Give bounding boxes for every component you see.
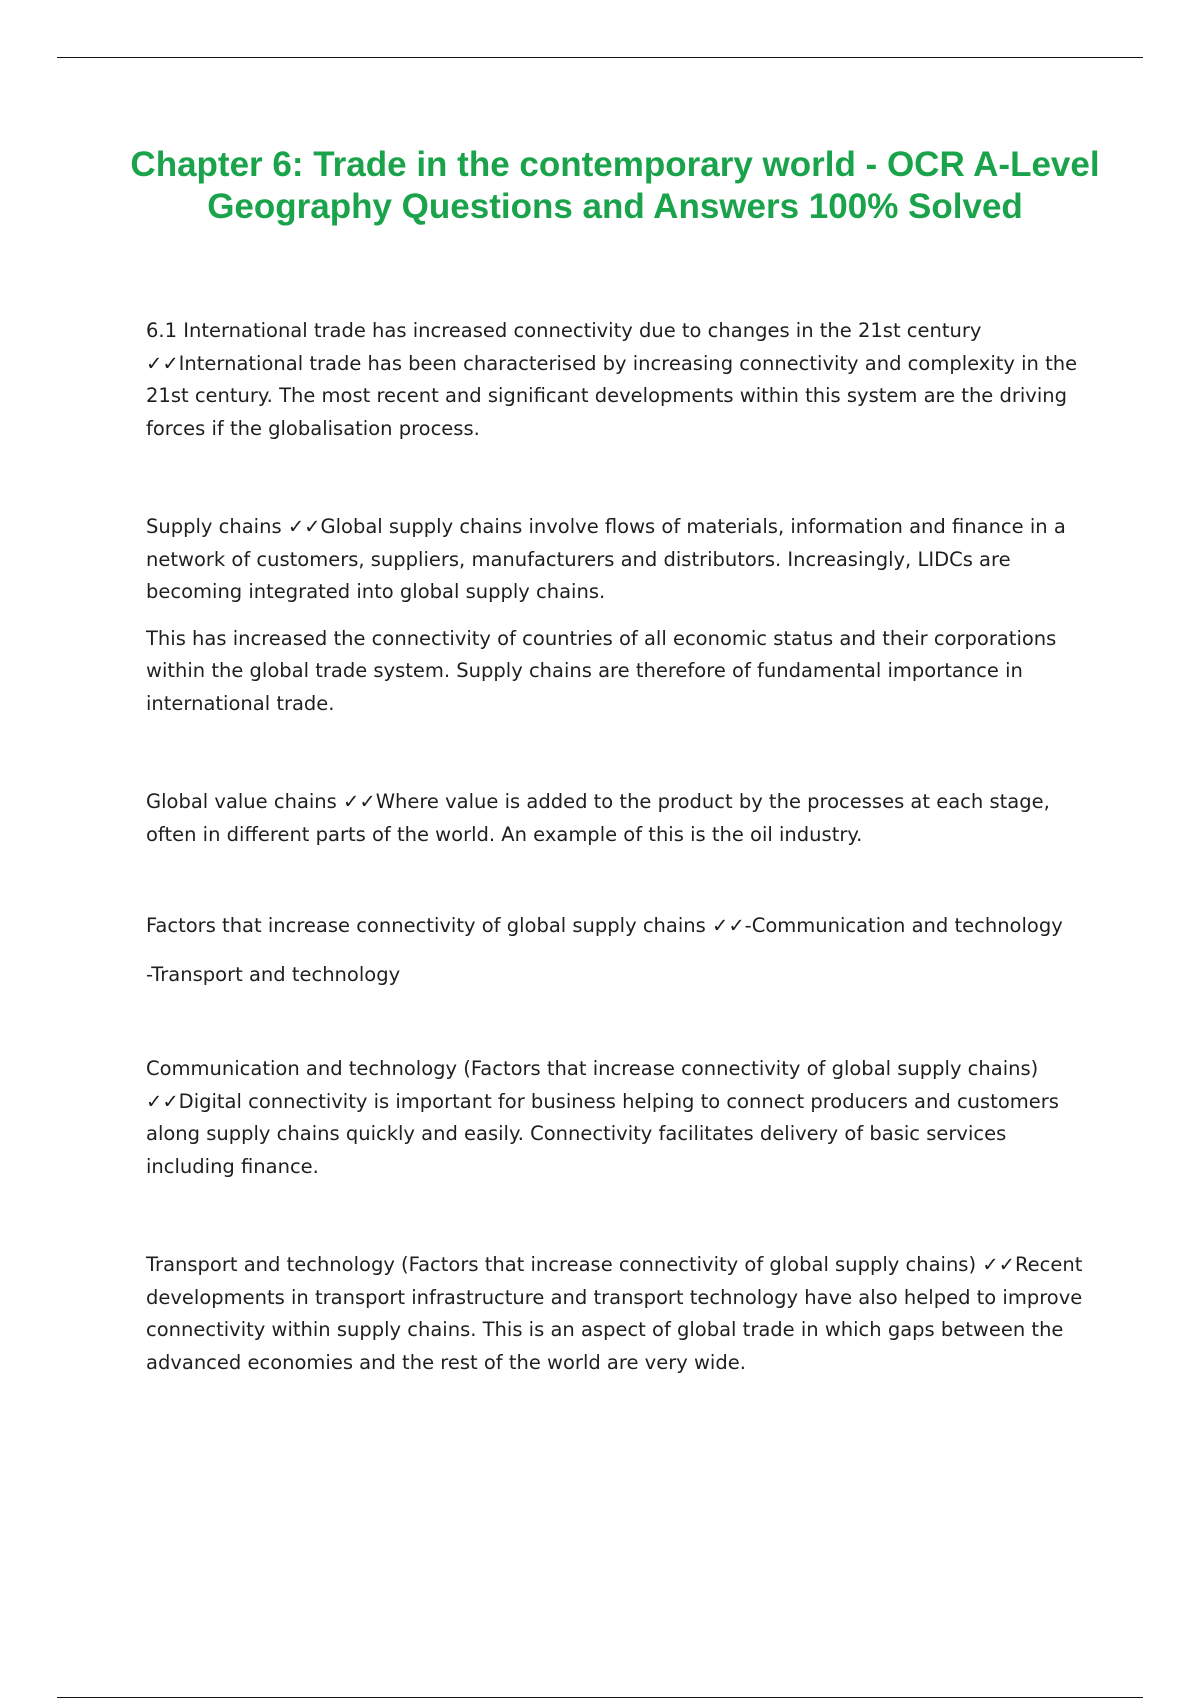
qa-paragraph: -Transport and technology xyxy=(146,962,401,986)
qa-item xyxy=(146,786,1096,851)
document-title: Chapter 6: Trade in the contemporary world - OCR A-Level Geography Questions and Answers 100% Solved xyxy=(130,145,1100,226)
document-body xyxy=(146,315,1096,1379)
qa-item xyxy=(146,511,1096,720)
section-spacer xyxy=(146,445,1096,511)
qa-item xyxy=(146,910,1096,991)
qa-item xyxy=(146,1249,1096,1379)
qa-paragraph: 6.1 International trade has increased connectivity due to changes in the 21st century ✓✓International trade has been characterised by increasing connectivity and complexity in the 21st century. The most recent and significant developments within this system are the driving forces if the globalisation process. xyxy=(146,319,1078,440)
qa-paragraph: Supply chains ✓✓Global supply chains involve flows of materials, information and finance in a network of customers, suppliers, manufacturers and distributors. Increasingly, LIDCs are becoming integrated into global supply chains. xyxy=(146,515,1066,603)
bottom-rule xyxy=(57,1697,1143,1698)
qa-item xyxy=(146,1053,1096,1183)
qa-paragraph: Global value chains ✓✓Where value is added to the product by the processes at each stage, often in different parts of the world. An example of this is the oil industry. xyxy=(146,790,1050,846)
top-rule xyxy=(57,57,1143,58)
qa-item xyxy=(146,315,1096,445)
section-spacer xyxy=(146,1183,1096,1249)
section-spacer xyxy=(146,720,1096,786)
qa-paragraph: Transport and technology (Factors that increase connectivity of global supply chains) ✓✓Recent developments in transport infrastructure and transport technology have also helped to improve connectivity within supply chains. This is an aspect of global trade in which gaps between the advanced economies and the rest of the world are very wide. xyxy=(146,1253,1083,1374)
section-spacer xyxy=(146,851,1096,910)
qa-paragraph: This has increased the connectivity of countries of all economic status and their corporations within the global trade system. Supply chains are therefore of fundamental importance in international trade. xyxy=(146,626,1057,715)
qa-paragraph: Factors that increase connectivity of global supply chains ✓✓-Communication and technology xyxy=(146,914,1063,937)
qa-paragraph: Communication and technology (Factors that increase connectivity of global supply chains) ✓✓Digital connectivity is important for business helping to connect producers and customers along supply chains quickly and easily. Connectivity facilitates delivery of basic services including finance. xyxy=(146,1057,1059,1178)
section-spacer xyxy=(146,991,1096,1053)
